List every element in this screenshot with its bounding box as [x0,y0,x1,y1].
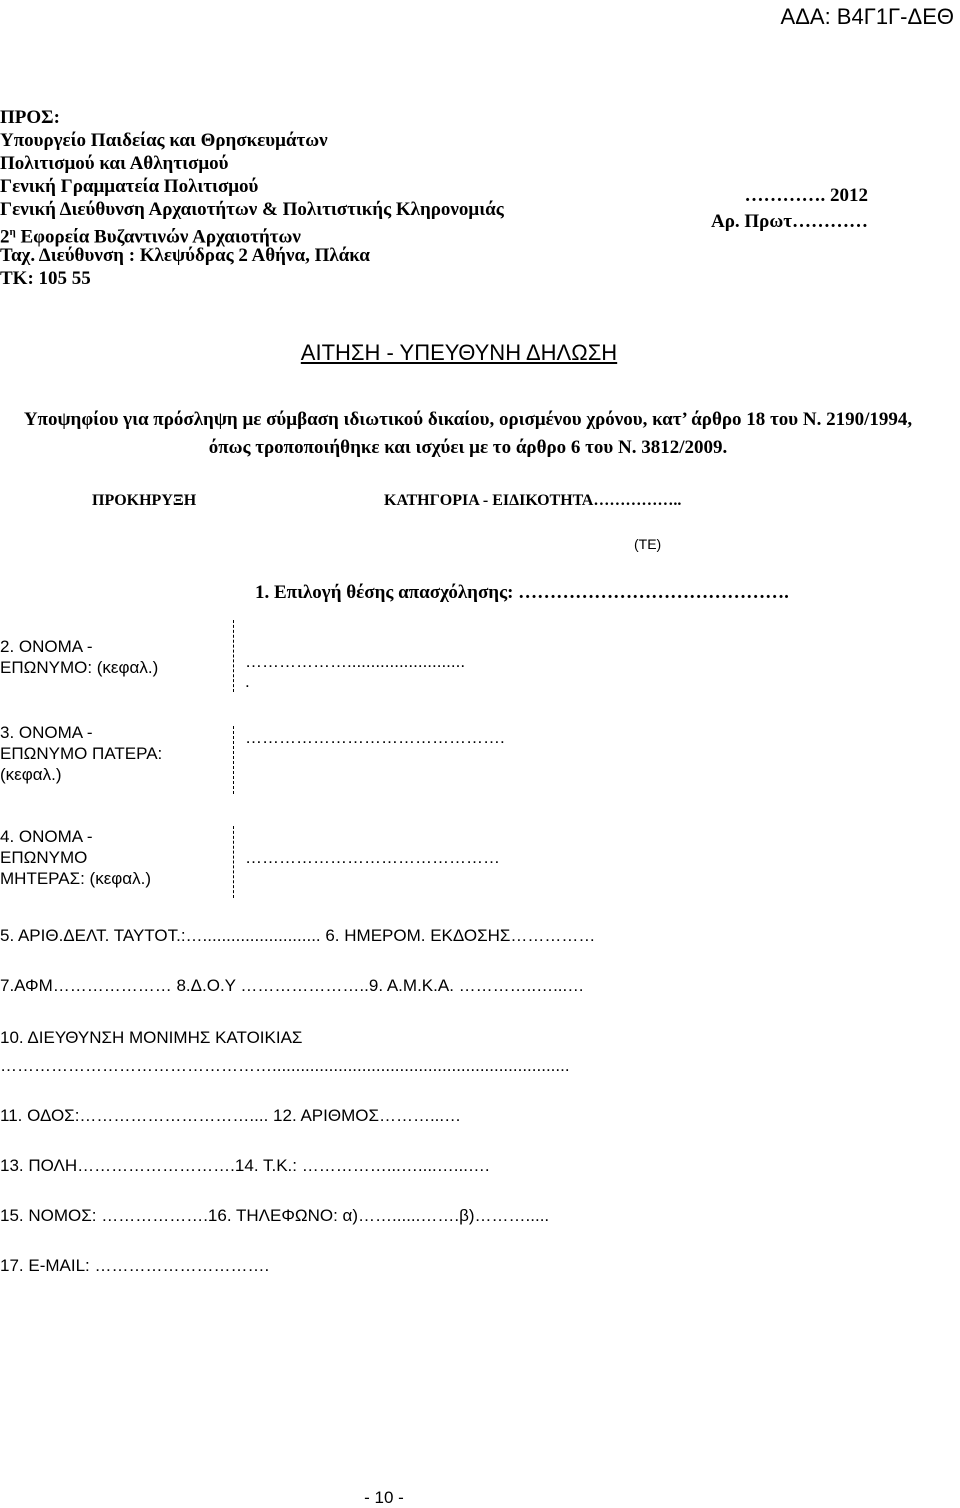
category-te: (ΤΕ) [634,536,662,552]
field-divider [233,620,234,692]
field-divider [233,826,234,898]
addressee-line: Υπουργείο Παιδείας και Θρησκευμάτων [0,130,328,151]
addressee-line: Ταχ. Διεύθυνση : Κλεψύδρας 2 Αθήνα, Πλάκα [0,245,370,266]
protocol-line: Αρ. Πρωτ………… [711,211,868,232]
address-heading: 10. ΔΙΕΥΘΥΝΣΗ ΜΟΝΙΜΗΣ ΚΑΤΟΙΚΙΑΣ [0,1028,303,1047]
name-label: 2. ΟΝΟΜΑ - ΕΠΩΝΥΜΟ: (κεφαλ.) [0,637,159,677]
mother-name-field[interactable]: ……………………………………… [245,848,500,867]
prefecture-phone-field[interactable]: 15. ΝΟΜΟΣ: ……………….16. ΤΗΛΕΦΩΝΟ: α)……......…….β)………..... [0,1206,550,1225]
tax-field[interactable]: 7.ΑΦΜ………………… 8.Δ.Ο.Υ …………………..9. Α.Μ.Κ.Α. …………..…...… [0,976,585,995]
father-name-field[interactable]: ………………………………………. [245,728,505,747]
page-number: - 10 - [364,1488,404,1507]
email-field[interactable]: 17. E-MAIL: …………………………. [0,1256,270,1275]
name-field-end: . [245,672,250,691]
street-field[interactable]: 11. ΟΔΟΣ:………………………….... 12. ΑΡΙΘΜΟΣ………...… [0,1106,462,1125]
date-line: …………. 2012 [744,185,868,206]
city-field[interactable]: 13. ΠΟΛΗ……………………….14. Τ.Κ.: ……………...…....…...…. [0,1156,490,1175]
addressee-label: ΠΡΟΣ: [0,107,60,128]
document-title: ΑΙΤΗΣΗ - ΥΠΕΥΘΥΝΗ ΔΗΛΩΣΗ [300,340,618,365]
mother-name-label: 4. ΟΝΟΜΑ - ΕΠΩΝΥΜΟ ΜΗΤΕΡΑΣ: (κεφαλ.) [0,827,152,888]
position-choice[interactable]: 1. Επιλογή θέσης απασχόλησης: ……………………………………. [255,582,789,603]
id-card-field[interactable]: 5. ΑΡΙΘ.ΔΕΛΤ. ΤΑΥΤΟΤ.:…......................... 6. ΗΜΕΡΟΜ. ΕΚΔΟΣΗΣ…………… [0,926,596,945]
ada-code: ΑΔΑ: Β4Γ1Γ-ΔΕΘ [780,4,954,29]
proclamation-label: ΠΡΟΚΗΡΥΞΗ [92,492,197,509]
field-divider [233,726,234,794]
address-field[interactable]: …………………………………………............................................................... [0,1056,570,1075]
addressee-block [0,106,504,290]
addressee-line: Γενική Γραμματεία Πολιτισμού [0,176,259,197]
category-label: ΚΑΤΗΓΟΡΙΑ - ΕΙΔΙΚΟΤΗΤΑ…………….. [384,492,682,509]
addressee-line: Γενική Διεύθυνση Αρχαιοτήτων & Πολιτιστικής Κληρονομιάς [0,199,504,220]
name-field[interactable]: ………………......................... [245,652,466,671]
father-name-label: 3. ΟΝΟΜΑ - ΕΠΩΝΥΜΟ ΠΑΤΕΡΑ: (κεφαλ.) [0,723,163,784]
addressee-line: ΤΚ: 105 55 [0,268,91,289]
addressee-line: Πολιτισμού και Αθλητισμού [0,153,229,174]
intro-text: Υποψηφίου για πρόσληψη με σύμβαση ιδιωτικού δικαίου, ορισμένου χρόνου, κατ’ άρθρο 18 του Ν. 2190/1994, όπως τροποποιήθηκε και ισχύει με το άρθρο 6 του Ν. 3812/2009. [23,409,913,458]
addressee-line: $2^\eta$ Εφορεία Βυζαντινών Αρχαιοτήτων [0,226,301,248]
